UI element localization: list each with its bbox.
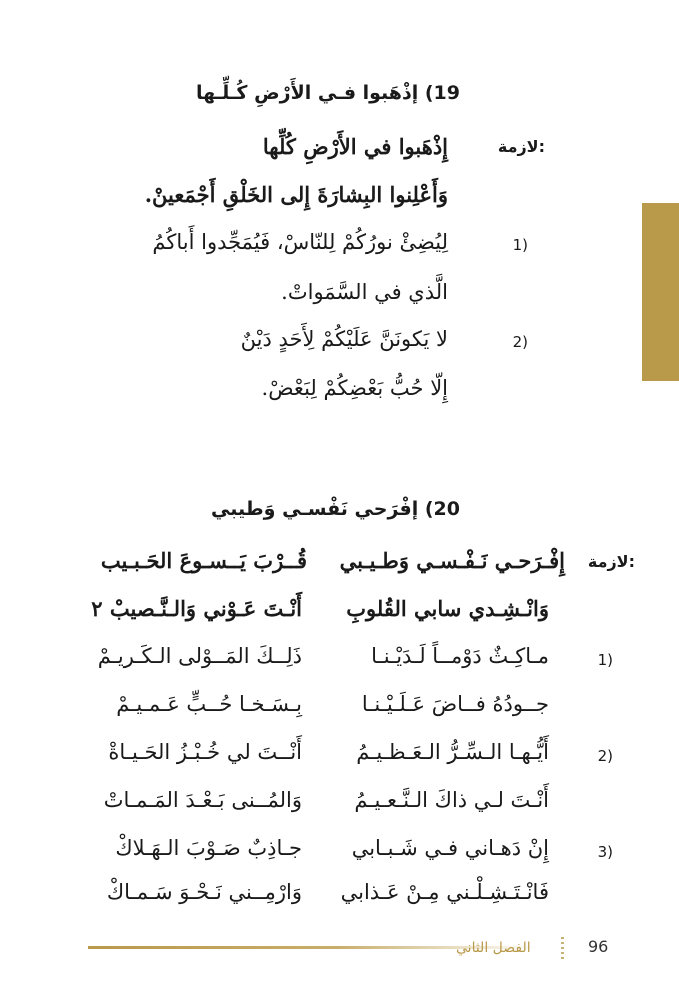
refrain-line-1: إِذْهَبوا في الأَرْضِ كُلِّها bbox=[262, 134, 448, 159]
verse-number: 1) bbox=[512, 236, 528, 254]
chapter-name: الفصل الثاني bbox=[456, 940, 531, 956]
refrain-label: لازمة: bbox=[587, 552, 635, 571]
verse-line: الَّذي في السَّمَواتْ. bbox=[281, 280, 448, 304]
stanza-line-right: أَنْــتَ لي خُـبْـزُ الحَـيـاةْ bbox=[108, 740, 302, 764]
stanza-line-left: جــودُهُ فــاضَ عَـلَـيْـنـا bbox=[361, 692, 549, 716]
verse-number: 2) bbox=[512, 333, 528, 351]
verse-number: 1) bbox=[597, 651, 613, 669]
verse-line: لا يَكونَنَّ عَلَيْكُمْ لِأَحَدٍ دَيْنٌ bbox=[240, 327, 448, 351]
hymn-19-title: 19) إذْهَبوا فـي الأَرْضِ كُـلِّـها bbox=[196, 82, 460, 104]
stanza-line-left: وَانْـشِـدي سابي القُلوبِ bbox=[346, 596, 549, 621]
hymn-20-title: 20) إفْرَحي نَفْسـي وَطيبي bbox=[211, 498, 460, 520]
stanza-line-right: ذَلِــكَ المَــوْلى الـكَـريـمْ bbox=[97, 644, 302, 668]
stanza-line-left: أَنْـتَ لـي ذاكَ الـنَّـعـيـمُ bbox=[354, 788, 549, 812]
refrain-line-2: وَأَعْلِنوا البِشارَةَ إِلى الخَلْقِ أَجْمَعينْ. bbox=[144, 182, 448, 207]
stanza-line-left: إِنْ دَهـاني فـي شَـبـابي bbox=[351, 836, 549, 860]
stanza-line-right: بِـسَـخـا حُــبٍّ عَـمـيـمْ bbox=[116, 692, 302, 716]
footer-dots bbox=[561, 937, 564, 961]
stanza-line-right: وَالمُــنى بَـعْـدَ المَـمـاتْ bbox=[103, 788, 302, 812]
stanza-line-left: إِفْـرَحـي نَـفْـسـي وَطـيـبي bbox=[339, 548, 565, 573]
verse-line: إِلّا حُبُّ بَعْضِكُمْ لِبَعْضْ. bbox=[261, 376, 448, 400]
chapter-tab bbox=[642, 203, 679, 381]
stanza-line-left: فَانْـتَـشِـلْـني مِـنْ عَـذابي bbox=[340, 880, 549, 904]
verse-number: 3) bbox=[597, 843, 613, 861]
stanza-line-right: جـاذِبٌ صَـوْبَ الـهَـلاكْ bbox=[115, 836, 302, 860]
stanza-line-right: أَنْـتَ عَـوْني وَالـنَّـصيبْ ٢ bbox=[91, 596, 302, 621]
page-number: 96 bbox=[588, 937, 609, 956]
stanza-line-right: وَارْمِــني نَـحْـوَ سَـمـاكْ bbox=[106, 880, 302, 904]
verse-line: لِيُضِئْ نورُكُمْ لِلنّاسْ، فَيُمَجِّدوا أَباكُمُ bbox=[152, 230, 448, 254]
stanza-line-left: مـاكِـثٌ دَوْمــاً لَـدَيْـنـا bbox=[371, 644, 549, 668]
refrain-label: لازمة: bbox=[497, 137, 545, 156]
verse-number: 2) bbox=[597, 747, 613, 765]
stanza-line-right: قُــرْبَ يَــسـوعَ الحَـبـيب bbox=[100, 548, 307, 573]
stanza-line-left: أَيُّـهـا الـسِّـرُّ الـعَـظـيـمُ bbox=[356, 740, 549, 764]
